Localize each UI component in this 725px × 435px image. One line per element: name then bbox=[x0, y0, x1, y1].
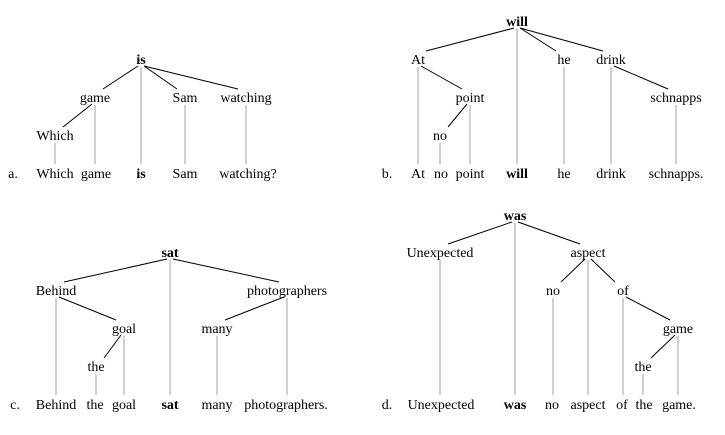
tree-edge bbox=[520, 28, 556, 51]
tree-node-word: Sam bbox=[172, 91, 198, 106]
tree-edge bbox=[64, 259, 167, 282]
sentence-word: drink bbox=[596, 167, 626, 182]
tree-edge bbox=[591, 259, 615, 282]
sentence-word: was bbox=[503, 398, 527, 413]
tree-node-word: sat bbox=[161, 246, 179, 261]
sentence-word: aspect bbox=[570, 398, 606, 413]
tree-node-word: schnapps bbox=[650, 91, 702, 106]
sentence-word: photographers. bbox=[244, 398, 328, 413]
sentence-word: point bbox=[455, 167, 485, 182]
tree-node-word: game bbox=[79, 91, 111, 106]
tree-edge bbox=[518, 222, 580, 244]
sentence-word: he bbox=[557, 167, 571, 182]
tree-node-word: of bbox=[617, 284, 629, 299]
tree-edge bbox=[626, 297, 670, 320]
tree-node-word: Which bbox=[36, 129, 74, 144]
tree-node-word: no bbox=[433, 129, 447, 144]
sentence-word: schnapps. bbox=[648, 167, 704, 182]
tree-node-word: Behind bbox=[35, 284, 77, 299]
sentence-word: sat bbox=[161, 398, 179, 413]
tree-node-word: game bbox=[662, 322, 694, 337]
sentence-word: the bbox=[86, 398, 104, 413]
tree-edge bbox=[104, 335, 121, 358]
tree-edge bbox=[144, 66, 238, 89]
tree-node-word: aspect bbox=[570, 246, 606, 261]
sentence-label: c. bbox=[10, 398, 20, 413]
sentence-word: of bbox=[616, 398, 628, 413]
sentence-label: d. bbox=[381, 398, 393, 413]
sentence-word: no bbox=[434, 167, 448, 182]
tree-edge bbox=[614, 66, 668, 89]
tree-node-word: At bbox=[411, 53, 425, 68]
tree-node-word: he bbox=[557, 53, 571, 68]
tree-node-word: Unexpected bbox=[406, 246, 474, 261]
sentence-word: Behind bbox=[35, 398, 77, 413]
sentence-label: a. bbox=[8, 167, 18, 182]
sentence-word: the bbox=[635, 398, 653, 413]
sentence-word: is bbox=[136, 167, 146, 182]
sentence-word: At bbox=[411, 167, 425, 182]
sentence-word: watching? bbox=[219, 167, 277, 182]
tree-node-word: point bbox=[455, 91, 485, 106]
tree-edge bbox=[448, 222, 512, 244]
tree-node-word: the bbox=[634, 360, 652, 375]
tree-edge bbox=[103, 66, 138, 89]
sentence-word: Unexpected bbox=[407, 398, 475, 413]
tree-edge bbox=[144, 66, 177, 89]
sentence-word: many bbox=[201, 398, 233, 413]
tree-node-word: drink bbox=[596, 53, 626, 68]
tree-edge bbox=[448, 104, 467, 127]
tree-edge bbox=[59, 297, 116, 320]
tree-node-word: no bbox=[546, 284, 560, 299]
tree-edge bbox=[651, 335, 675, 358]
tree-edge bbox=[520, 28, 603, 51]
sentence-label: b. bbox=[381, 167, 393, 182]
sentence-word: game. bbox=[662, 398, 696, 413]
tree-node-word: photographers bbox=[246, 284, 328, 299]
tree-node-word: watching bbox=[220, 91, 272, 106]
tree-node-word: many bbox=[201, 322, 233, 337]
tree-node-word: will bbox=[506, 15, 528, 30]
sentence-word: Which bbox=[36, 167, 74, 182]
tree-node-word: was bbox=[503, 209, 527, 224]
tree-edge bbox=[173, 259, 279, 282]
tree-node-word: is bbox=[136, 53, 146, 68]
sentence-word: Sam bbox=[172, 167, 198, 182]
tree-edge bbox=[421, 66, 462, 89]
tree-node-word: the bbox=[87, 360, 105, 375]
sentence-word: no bbox=[545, 398, 559, 413]
tree-edge bbox=[225, 297, 284, 320]
tree-edge bbox=[426, 28, 514, 51]
sentence-word: game bbox=[80, 167, 112, 182]
sentence-word: goal bbox=[111, 398, 137, 413]
tree-edge bbox=[63, 104, 92, 127]
sentence-word: will bbox=[506, 167, 528, 182]
tree-node-word: goal bbox=[111, 322, 137, 337]
tree-edge bbox=[561, 259, 585, 282]
